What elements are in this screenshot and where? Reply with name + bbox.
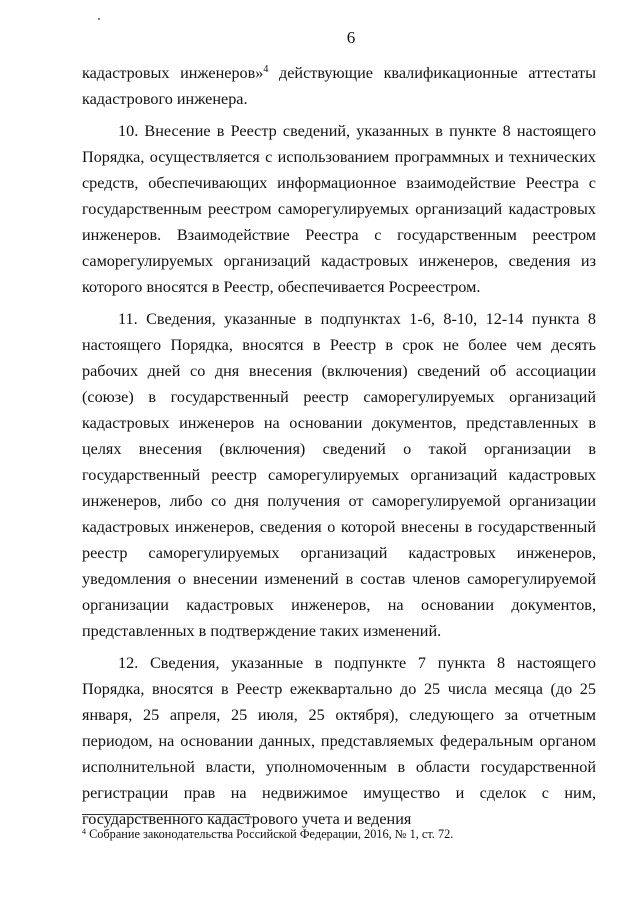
paragraph-text: кадастровых инженеров» bbox=[82, 64, 264, 82]
footnote-text: Собрание законодательства Российской Федерации, 2016, № 1, ст. 72. bbox=[86, 827, 454, 841]
footnote-marker: 4 bbox=[82, 827, 86, 836]
footnote bbox=[82, 827, 596, 842]
paragraph-12: 12. Сведения, указанные в подпункте 7 пункта 8 настоящего Порядка, вносятся в Реестр ежеквартально до 25 числа месяца (до 25 января, 25 апреля, 25 июля, 25 октября), следующего за отчетным периодом, на основании данных, представляемых федеральным органом исполнительной власти, уполномоченным в области государственной регистрации прав на недвижимое имущество и сделок с ним, государственного кадастрового учета и ведения bbox=[82, 654, 596, 828]
paragraph-text: действующие квалификационные аттестаты кадастрового инженера. bbox=[82, 64, 596, 108]
scan-speck bbox=[98, 18, 100, 20]
paragraph-10: 10. Внесение в Реестр сведений, указанных в пункте 8 настоящего Порядка, осуществляется с использованием программных и технических средств, обеспечивающих информационное взаимодействие Реестра с государственным реестром саморегулируемых организаций кадастровых инженеров. Взаимодействие Реестра с государственным реестром саморегулируемых организаций кадастровых инженеров, сведения из которого вносятся в Реестр, обеспечивается Росреестром. bbox=[82, 122, 596, 296]
paragraph-11: 11. Сведения, указанные в подпунктах 1-6, 8-10, 12-14 пункта 8 настоящего Порядка, вносятся в Реестр в срок не более чем десять рабочих дней со дня внесения (включения) сведений об ассоциации (союзе) в государственный реестр саморегулируемых организаций кадастровых инженеров на основании документов, представленных в целях внесения (включения) сведений о такой организации в государственный реестр саморегулируемых организаций кадастровых инженеров, либо со дня получения от саморегулируемой организации кадастровых инженеров, сведения о которой внесены в государственный реестр саморегулируемых организаций кадастровых инженеров, уведомления о внесении изменений в состав членов саморегулируемой организации кадастровых инженеров, на основании документов, представленных в подтверждение таких изменений. bbox=[82, 310, 596, 640]
paragraph-continuation bbox=[82, 60, 596, 112]
page-number: 6 bbox=[346, 28, 356, 47]
footnote-separator bbox=[82, 814, 250, 815]
footnote-reference[interactable]: 4 bbox=[263, 64, 269, 75]
